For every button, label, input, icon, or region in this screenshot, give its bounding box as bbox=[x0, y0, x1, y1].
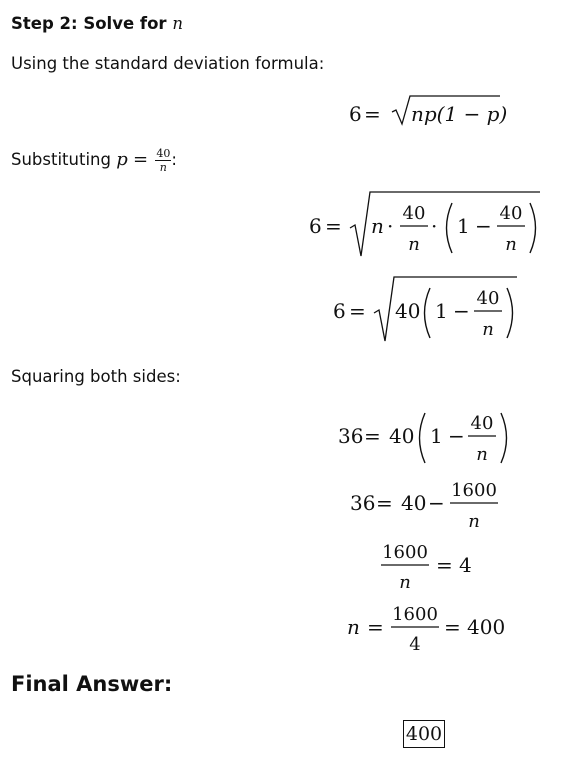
eq3-equals: = bbox=[349, 299, 366, 323]
eq6-frac-num: 1600 bbox=[382, 542, 428, 563]
eq3-frac-den: n bbox=[482, 319, 494, 340]
eq2-frac-den: n bbox=[408, 234, 420, 255]
substitution-var-p: p bbox=[116, 149, 128, 170]
equation-1 bbox=[349, 96, 507, 126]
eq4-left-paren bbox=[420, 413, 426, 463]
equation-4 bbox=[338, 413, 507, 465]
eq2-frac2-den: n bbox=[505, 234, 517, 255]
eq4-frac-den: n bbox=[476, 444, 488, 465]
eq5-mid: 40 bbox=[401, 491, 427, 515]
eq4-frac-num: 40 bbox=[470, 413, 494, 434]
eq3-coef: 40 bbox=[395, 299, 421, 323]
eq7-frac-den: 4 bbox=[409, 634, 421, 655]
eq3-minus: − bbox=[453, 299, 470, 323]
substitution-frac-num: 40 bbox=[156, 147, 171, 160]
eq5-minus: − bbox=[428, 491, 445, 515]
substitution-text: Substituting bbox=[11, 150, 111, 169]
eq6-frac-den: n bbox=[399, 572, 411, 593]
eq4-equals: = bbox=[364, 424, 381, 448]
eq4-lhs: 36 bbox=[338, 424, 364, 448]
eq4-minus: − bbox=[448, 424, 465, 448]
step-title-text: Step 2: Solve for bbox=[11, 14, 167, 33]
eq6-equals: = bbox=[436, 553, 453, 577]
eq2-frac2-num: 40 bbox=[499, 203, 523, 224]
substitution-colon: : bbox=[171, 150, 177, 169]
eq7-frac-num: 1600 bbox=[392, 604, 438, 625]
equation-5 bbox=[350, 480, 498, 532]
eq5-frac-den: n bbox=[468, 511, 480, 532]
equation-7 bbox=[347, 604, 505, 655]
eq2-dot-2: · bbox=[431, 214, 438, 238]
eq2-right-paren bbox=[530, 203, 536, 253]
equation-3 bbox=[333, 277, 517, 341]
substitution-equals: = bbox=[133, 149, 149, 170]
eq1-equals: = bbox=[364, 102, 381, 126]
eq3-left-paren bbox=[425, 288, 431, 338]
eq3-right-paren bbox=[507, 288, 513, 338]
eq7-rhs: 400 bbox=[467, 615, 506, 639]
eq7-equals-1: = bbox=[367, 615, 384, 639]
eq2-one: 1 bbox=[457, 214, 470, 238]
eq4-one: 1 bbox=[430, 424, 443, 448]
eq2-frac-num: 40 bbox=[402, 203, 426, 224]
eq7-equals-2: = bbox=[444, 615, 461, 639]
eq2-minus: − bbox=[475, 214, 492, 238]
eq1-radicand: np(1 − p) bbox=[411, 102, 508, 126]
final-answer-box: 400 bbox=[403, 720, 445, 748]
eq3-one: 1 bbox=[435, 299, 448, 323]
eq4-coef: 40 bbox=[389, 424, 415, 448]
eq3-frac-num: 40 bbox=[476, 288, 500, 309]
eq5-frac-num: 1600 bbox=[451, 480, 497, 501]
eq2-dot-1: · bbox=[387, 214, 394, 238]
eq2-left-paren bbox=[447, 203, 453, 253]
eq1-lhs: 6 bbox=[349, 102, 362, 126]
eq2-n: n bbox=[371, 214, 384, 238]
eq3-lhs: 6 bbox=[333, 299, 346, 323]
eq5-equals: = bbox=[376, 491, 393, 515]
eq5-lhs: 36 bbox=[350, 491, 376, 515]
final-answer-heading: Final Answer: bbox=[11, 672, 173, 696]
eq2-equals: = bbox=[325, 214, 342, 238]
eq2-lhs: 6 bbox=[309, 214, 322, 238]
eq4-right-paren bbox=[501, 413, 507, 463]
equation-6 bbox=[381, 542, 472, 593]
substitution-frac-den: n bbox=[159, 161, 167, 174]
eq6-rhs: 4 bbox=[459, 553, 472, 577]
intro-text: Using the standard deviation formula: bbox=[11, 54, 325, 73]
step-title-variable: n bbox=[172, 14, 183, 33]
equation-2 bbox=[309, 192, 540, 256]
eq7-lhs: n bbox=[347, 615, 360, 639]
squaring-text: Squaring both sides: bbox=[11, 367, 181, 386]
